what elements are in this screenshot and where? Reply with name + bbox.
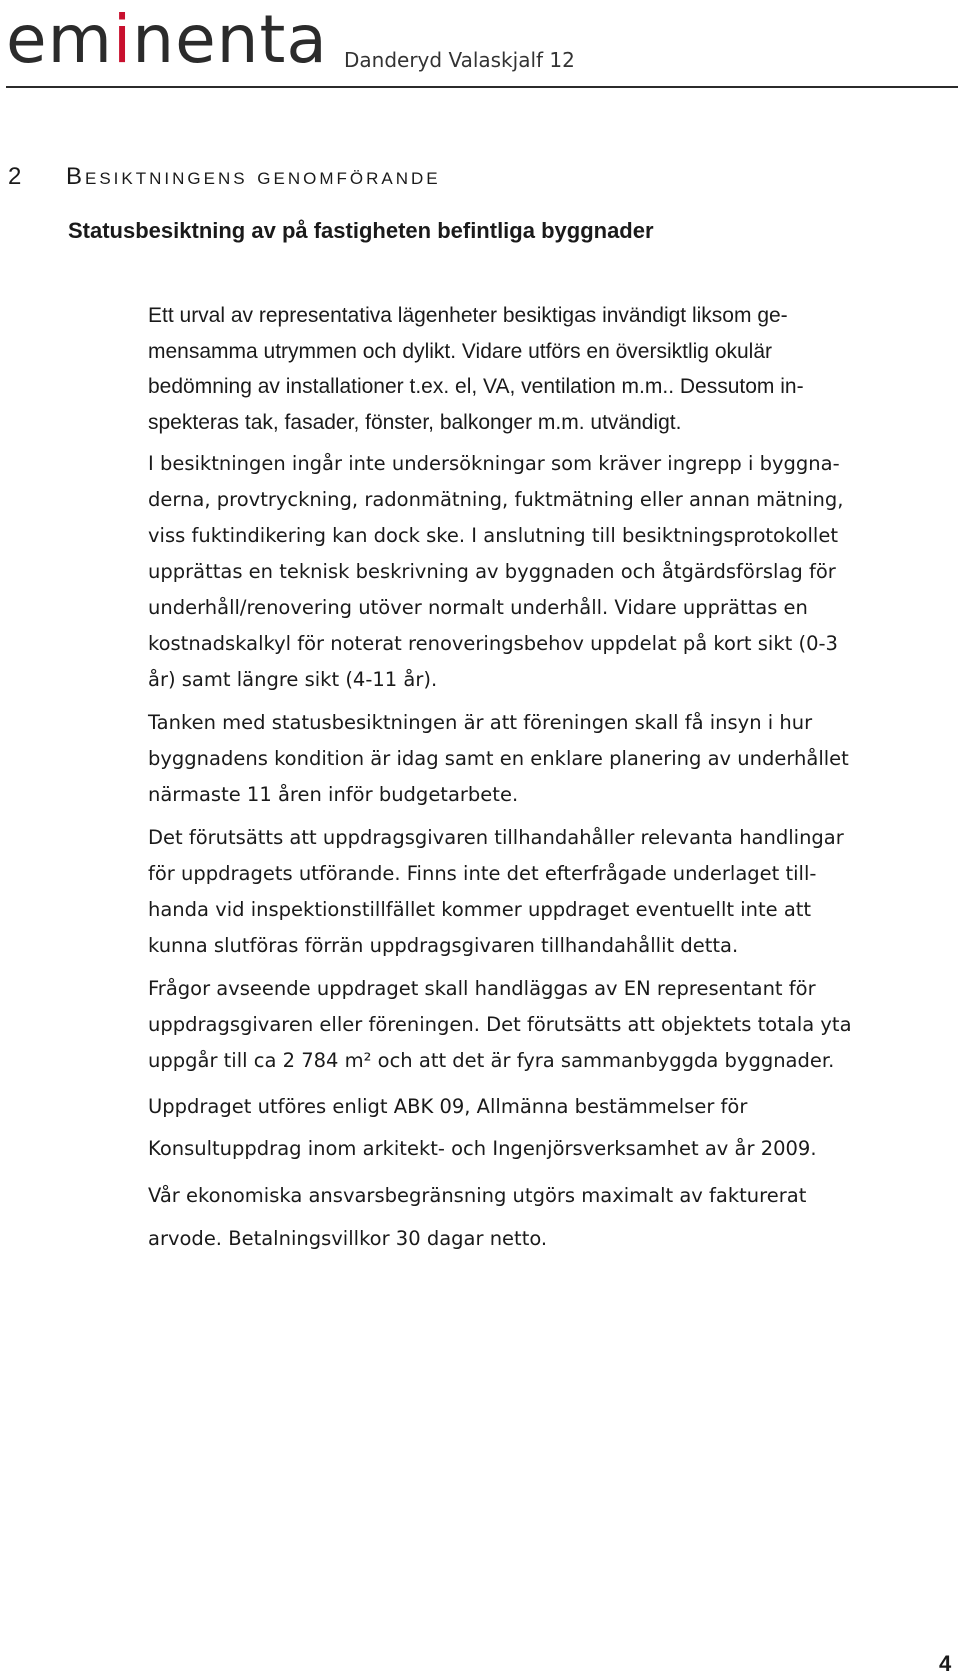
document-title: Danderyd Valaskjalf 12 — [344, 48, 575, 72]
paragraph-documents — [148, 820, 918, 964]
section-heading — [8, 163, 441, 191]
text-line: mensamma utrymmen och dylikt. Vidare utförs en översiktlig okulär — [148, 339, 773, 363]
section-title: Besiktningens genomförande — [66, 163, 441, 190]
text-line: Frågor avseende uppdraget skall handläggas av EN representant för — [148, 977, 816, 1000]
paragraph-abk — [148, 1086, 918, 1170]
page-number: 4 — [939, 1651, 952, 1676]
section-number: 2 — [8, 163, 22, 190]
eminenta-logo — [6, 0, 328, 80]
text-line: spekteras tak, fasader, fönster, balkonger m.m. utvändigt. — [148, 410, 682, 434]
text-line: arvode. Betalningsvillkor 30 dagar netto. — [148, 1227, 548, 1250]
text-line: kunna slutföras förrän uppdragsgivaren tillhandahållit detta. — [148, 934, 739, 957]
text-line: underhåll/renovering utöver normalt underhåll. Vidare upprättas en — [148, 596, 808, 619]
text-line: bedömning av installationer t.ex. el, VA, ventilation m.m.. Dessutom in- — [148, 375, 804, 398]
text-line: Uppdraget utföres enligt ABK 09, Allmänna bestämmelser för — [148, 1095, 748, 1118]
paragraph-purpose — [148, 705, 918, 813]
header-divider — [6, 86, 958, 88]
text-line: viss fuktindikering kan dock ske. I anslutning till besiktningsprotokollet — [148, 524, 838, 547]
paragraph-scope — [148, 446, 918, 698]
text-line: år) samt längre sikt (4-11 år). — [148, 668, 438, 691]
text-line: Konsultuppdrag inom arkitekt- och Ingenjörsverksamhet av år 2009. — [148, 1137, 817, 1160]
text-line: upprättas en teknisk beskrivning av byggnaden och åtgärdsförslag för — [148, 560, 836, 583]
intro-paragraph — [148, 298, 918, 440]
page-header — [0, 0, 960, 90]
sub-heading: Statusbesiktning av på fastigheten befintliga byggnader — [68, 218, 654, 243]
text-line: Ett urval av representativa lägenheter besiktigas invändigt liksom ge- — [148, 304, 788, 327]
text-line: byggnadens kondition är idag samt en enklare planering av underhållet — [148, 747, 849, 770]
text-line: kostnadskalkyl för noterat renoveringsbehov uppdelat på kort sikt (0-3 — [148, 632, 838, 655]
paragraph-liability — [148, 1174, 918, 1260]
text-line: handa vid inspektionstillfället kommer uppdraget eventuellt inte att — [148, 898, 812, 921]
text-line: Tanken med statusbesiktningen är att föreningen skall få insyn i hur — [148, 711, 813, 734]
body-text — [148, 298, 918, 1267]
logo-prefix: em — [6, 1, 113, 78]
text-line: uppdragsgivaren eller föreningen. Det förutsätts att objektets totala yta — [148, 1013, 852, 1036]
text-line: derna, provtryckning, radonmätning, fuktmätning eller annan mätning, — [148, 488, 844, 511]
text-line: I besiktningen ingår inte undersökningar som kräver ingrepp i byggna- — [148, 452, 840, 475]
text-line: uppgår till ca 2 784 m² och att det är fyra sammanbyggda byggnader. — [148, 1049, 835, 1072]
logo-accent: i — [112, 1, 133, 78]
paragraph-questions — [148, 971, 918, 1079]
text-line: närmaste 11 åren inför budgetarbete. — [148, 783, 519, 806]
text-line: Vår ekonomiska ansvarsbegränsning utgörs maximalt av fakturerat — [148, 1184, 807, 1207]
text-line: Det förutsätts att uppdragsgivaren tillhandahåller relevanta handlingar — [148, 826, 844, 849]
text-line: för uppdragets utförande. Finns inte det efterfrågade underlaget till- — [148, 862, 817, 885]
logo-suffix: nenta — [132, 1, 328, 78]
